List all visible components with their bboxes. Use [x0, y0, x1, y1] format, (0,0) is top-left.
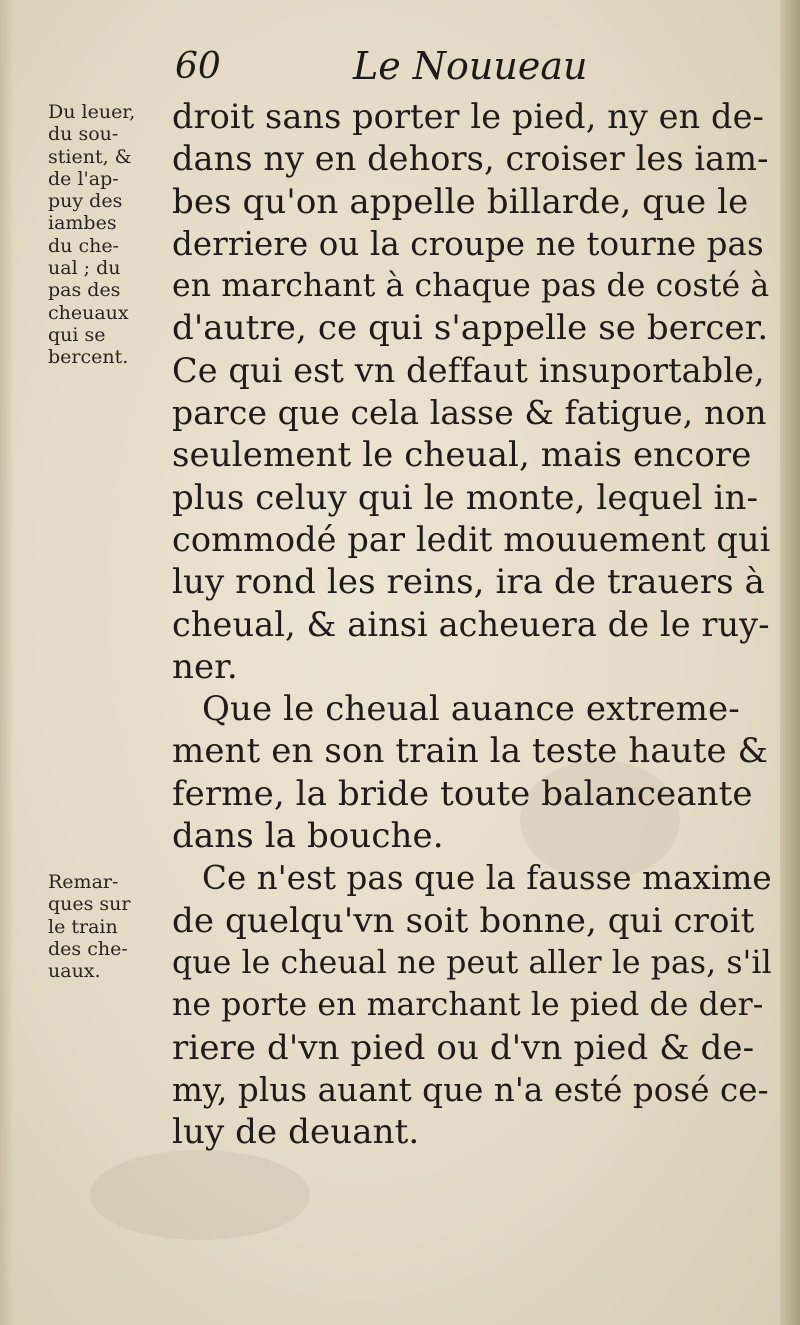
margin-note-line: du sou- — [48, 123, 119, 146]
text-line: bes qu'on appelle billarde, que le — [172, 181, 749, 222]
text-line: luy rond les reins, ira de trauers à — [172, 562, 765, 603]
text-line: ner. — [172, 646, 238, 687]
margin-note-line: ual ; du — [48, 257, 121, 280]
paragraph-start-line: Ce n'est pas que la fausse maxime — [202, 859, 772, 898]
gutter-shadow — [0, 0, 14, 1325]
text-line: seulement le cheual, mais encore — [172, 435, 752, 476]
margin-note-line: pas des — [48, 279, 121, 302]
page-edge — [780, 0, 800, 1325]
margin-note-line: du che- — [48, 234, 119, 257]
margin-note — [48, 101, 166, 369]
paragraph-start-line: Que le cheual auance extreme- — [202, 689, 740, 730]
text-line: commodé par ledit mouuement qui — [172, 519, 771, 559]
margin-note-line: uaux. — [48, 960, 101, 983]
text-line: que le cheual ne peut aller le pas, s'il — [172, 944, 772, 981]
text-line: d'autre, ce qui s'appelle se bercer. — [172, 308, 769, 349]
margin-note-line: le train — [48, 915, 118, 938]
text-line: cheual, & ainsi acheuera de le ruy- — [172, 604, 770, 644]
margin-note-line: Du leuer, — [48, 101, 136, 123]
body-text — [172, 96, 772, 1153]
text-line: ne porte en marchant le pied de der- — [172, 987, 764, 1024]
running-title: Le Nouueau — [353, 44, 588, 88]
margin-note-line: iambes — [48, 212, 117, 235]
text-line: plus celuy qui le monte, lequel in- — [172, 477, 759, 518]
margin-note-line: stient, & — [48, 145, 132, 168]
margin-note-line: cheuaux — [48, 301, 129, 324]
text-line: riere d'vn pied ou d'vn pied & de- — [172, 1027, 755, 1068]
text-line: ment en son train la teste haute & — [172, 731, 769, 772]
page-header — [175, 40, 595, 90]
text-line: parce que cela lasse & fatigue, non — [172, 393, 767, 433]
text-line: de quelqu'vn soit bonne, qui croit — [172, 900, 755, 941]
margin-note-line: des che- — [48, 937, 128, 960]
text-line: Ce qui est vn deffaut insuportable, — [172, 350, 765, 390]
margin-note-line: Remar- — [48, 871, 119, 893]
text-line: dans ny en dehors, croiser les iam- — [172, 139, 769, 179]
margin-note-line: puy des — [48, 190, 123, 213]
margin-note-line: bercent. — [48, 346, 129, 369]
text-line: derriere ou la croupe ne tourne pas — [172, 224, 764, 263]
margin-note — [48, 871, 166, 982]
text-line: dans la bouche. — [172, 816, 444, 857]
text-line: my, plus auant que n'a esté posé ce- — [172, 1070, 769, 1109]
text-line: luy de deuant. — [172, 1112, 420, 1153]
text-line: en marchant à chaque pas de costé à — [172, 268, 770, 305]
text-line: droit sans porter le pied, ny en de- — [172, 97, 764, 136]
margin-note-line: ques sur — [48, 893, 131, 916]
text-line: ferme, la bride toute balanceante — [172, 773, 753, 814]
page-number: 60 — [175, 46, 221, 87]
margin-note-line: qui se — [48, 323, 106, 346]
margin-note-line: de l'ap- — [48, 167, 119, 190]
paper-stain — [90, 1150, 310, 1240]
